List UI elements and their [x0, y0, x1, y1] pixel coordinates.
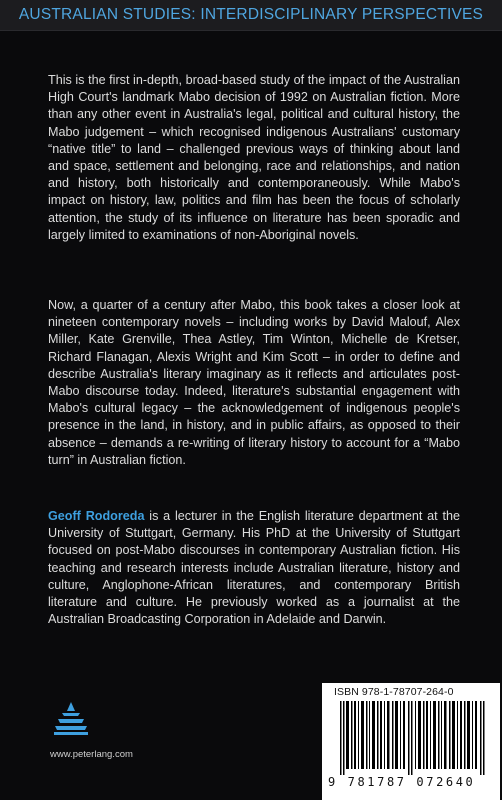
author-name: Geoff Rodoreda	[48, 509, 145, 523]
isbn-barcode-panel	[322, 683, 500, 800]
peter-lang-logo-icon	[52, 702, 90, 736]
author-bio	[48, 508, 460, 628]
barcode-digits: 9 781787 072640	[328, 775, 476, 789]
blurb-paragraph-1: This is the first in-depth, broad-based study of the impact of the Australian High Court's landmark Mabo decision of 1992 on Australian fiction. More than any other event in Australia's legal, political and cultural history, the Mabo judgement – which recognised indigenous Australians' customary “native title” to land – challenged previous ways of thinking about land and space, settlement and belonging, race and relationships, and nation and history, both historically and contemporaneously. While Mabo's impact on history, law, politics and film has been the focus of scholarly attention, the study of its influence on literature has been sporadic and largely limited to examinations of non-Aboriginal novels.	[48, 73, 460, 242]
isbn-label: ISBN 978-1-78707-264-0	[334, 686, 454, 698]
barcode	[340, 701, 488, 775]
series-title: AUSTRALIAN STUDIES: INTERDISCIPLINARY PERSPECTIVES	[18, 6, 484, 23]
author-bio-text: is a lecturer in the English literature department at the University of Stuttgart, Germany. His PhD at the University of Stuttgart focused on post-Mabo discourses in contemporary Australian fiction. His teaching and research interests include Australian literature, history and culture, Anglophone-African literatures, and contemporary British literature and culture. He previously worked as a journalist at the Australian Broadcasting Corporation in Adelaide and Darwin.	[48, 509, 460, 627]
blurb-paragraph-2: Now, a quarter of a century after Mabo, this book takes a closer look at nineteen contemporary novels – including works by David Malouf, Alex Miller, Kate Grenville, Thea Astley, Tim Winton, Michelle de Kretser, Richard Flanagan, Alexis Wright and Kim Scott – in order to define and describe Australia's literary imaginary as it reflects and articulates post-Mabo discourse today. Indeed, literature's substantial engagement with Mabo's cultural legacy – the acknowledgement of indigenous people's presence in the land, in history, and in public affairs, as opposed to their absence – demands a re-writing of literary history to account for a “Mabo turn” in Australian fiction.	[48, 298, 460, 467]
publisher-website: www.peterlang.com	[50, 749, 133, 760]
series-header	[0, 0, 502, 31]
